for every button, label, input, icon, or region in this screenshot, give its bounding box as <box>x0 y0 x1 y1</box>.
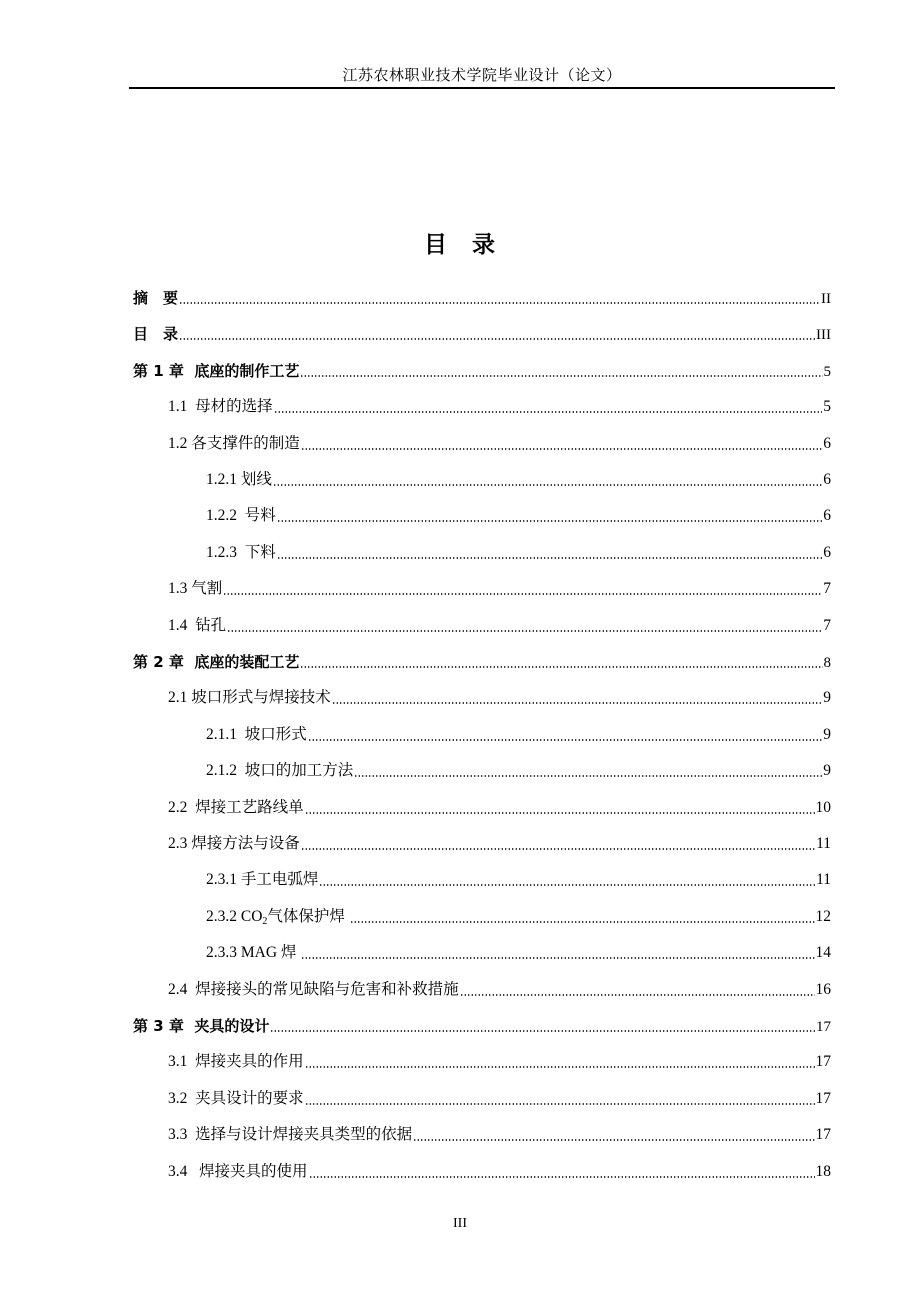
toc-dot-leader <box>179 302 820 304</box>
toc-entry[interactable] <box>206 941 831 965</box>
toc-dot-leader <box>179 338 815 340</box>
toc-dot-leader <box>301 957 814 959</box>
toc-entry-label: 1.4 钻孔 <box>168 616 227 634</box>
toc-entry-label: 1.2.1 划线 <box>206 471 272 488</box>
toc-entry[interactable] <box>206 723 831 747</box>
toc-entry[interactable] <box>206 759 831 783</box>
toc-entry-label <box>206 905 349 934</box>
toc-page-number: 5 <box>823 398 831 416</box>
toc-page-number: 5 <box>823 363 831 380</box>
toc-dot-leader <box>277 557 822 559</box>
toc-page-number: 7 <box>823 580 831 598</box>
toc-entry-label: 1.2.3 下料 <box>206 543 276 561</box>
toc-page-number: 18 <box>815 1162 831 1180</box>
toc-entry-label: 第 1 章 底座的制作工艺 <box>133 361 300 380</box>
toc-page-number: II <box>821 291 831 307</box>
toc-entry-label: 3.4 焊接夹具的使用 <box>168 1162 308 1180</box>
toc-page-number: III <box>816 327 831 344</box>
toc-dot-leader <box>270 1030 815 1032</box>
toc-entry-label: 第 3 章 夹具的设计 <box>133 1017 270 1035</box>
toc-entry-label: 1.3 气割 <box>168 580 223 598</box>
toc-dot-leader <box>350 921 815 923</box>
toc-chapter-entry[interactable] <box>133 359 831 383</box>
toc-dot-leader <box>300 666 822 668</box>
toc-dot-leader <box>274 411 823 413</box>
toc-dot-leader <box>300 375 822 377</box>
page-title: 目 录 <box>424 232 496 258</box>
toc-dot-leader <box>413 1139 814 1141</box>
toc-dot-leader <box>301 848 815 850</box>
toc-entry-label-part: 2.3.2 CO <box>206 907 263 925</box>
toc-entry-label: 2.3.1 手工电弧焊 <box>206 871 319 889</box>
toc-dot-leader <box>305 812 815 814</box>
toc-dot-leader <box>308 739 822 741</box>
toc-dot-leader <box>273 484 822 486</box>
toc-page-number: 7 <box>823 616 831 634</box>
toc-entry[interactable] <box>206 468 831 492</box>
toc-entry-label: 2.4 焊接接头的常见缺陷与危害和补救措施 <box>168 980 459 998</box>
toc-entry-label: 目 录 <box>133 325 179 344</box>
toc-page-number: 6 <box>823 543 831 561</box>
toc-dot-leader <box>277 520 822 522</box>
toc-entry-label: 1.2.2 号料 <box>206 507 276 525</box>
toc-page-number: 9 <box>823 689 831 707</box>
toc-chapter-entry[interactable] <box>133 650 831 674</box>
toc-entry[interactable] <box>168 796 831 820</box>
toc-entry-label-part: 气体保护焊 <box>267 907 349 925</box>
toc-entry-label: 第 2 章 底座的装配工艺 <box>133 653 300 671</box>
toc-page-number: 17 <box>815 1126 831 1144</box>
toc-dot-leader <box>460 994 815 996</box>
toc-page-number: 6 <box>823 471 831 488</box>
toc-page-number: 12 <box>815 907 831 925</box>
toc-entry-label: 2.3 焊接方法与设备 <box>168 835 300 852</box>
toc-entry[interactable] <box>168 1123 831 1147</box>
toc-page-number: 16 <box>815 980 831 998</box>
toc-dot-leader <box>223 593 822 595</box>
toc-page-number: 9 <box>823 725 831 743</box>
toc-entry[interactable] <box>206 905 831 929</box>
toc-entry-label: 3.3 选择与设计焊接夹具类型的依据 <box>168 1126 413 1144</box>
toc-entry-label: 摘 要 <box>133 289 179 307</box>
toc-page-number: 11 <box>816 835 831 852</box>
toc-entry[interactable] <box>206 541 831 565</box>
toc-entry-label: 1.2 各支撑件的制造 <box>168 434 300 452</box>
toc-page-number: 17 <box>815 1053 831 1071</box>
toc-entry-label-subscript: 2 <box>262 915 268 927</box>
running-header: 江苏农林职业技术学院毕业设计（论文） <box>342 68 622 84</box>
header-rule <box>129 87 835 89</box>
toc-entry[interactable] <box>206 504 831 528</box>
toc-chapter-entry[interactable] <box>133 1014 831 1038</box>
toc-entry-label: 3.1 焊接夹具的作用 <box>168 1053 304 1071</box>
toc-entry[interactable] <box>168 395 831 419</box>
toc-entry[interactable] <box>168 1087 831 1111</box>
toc-dot-leader <box>309 1176 815 1178</box>
toc-entry-label: 1.1 母材的选择 <box>168 398 273 416</box>
toc-entry-label: 2.1.1 坡口形式 <box>206 725 307 743</box>
toc-page-number: 8 <box>823 655 831 671</box>
toc-entry[interactable] <box>206 868 831 892</box>
toc-entry[interactable] <box>168 1160 831 1184</box>
toc-dot-leader <box>319 884 815 886</box>
toc-entry-label: 2.3.3 MAG 焊 <box>206 944 301 962</box>
toc-dot-leader <box>305 1103 815 1105</box>
toc-page-number: 10 <box>815 798 831 816</box>
toc-entry[interactable] <box>168 614 831 638</box>
toc-entry-label: 3.2 夹具设计的要求 <box>168 1089 304 1107</box>
toc-dot-leader <box>301 448 822 450</box>
toc-entry[interactable] <box>168 432 831 456</box>
toc-page-number: 17 <box>816 1019 831 1035</box>
toc-page-number: 6 <box>823 434 831 452</box>
toc-dot-leader <box>354 775 822 777</box>
toc-chapter-entry[interactable] <box>133 286 831 310</box>
toc-page-number: 9 <box>823 762 831 780</box>
toc-entry[interactable] <box>168 978 831 1002</box>
toc-page-number: 11 <box>816 871 831 889</box>
toc-dot-leader <box>227 630 822 632</box>
toc-chapter-entry[interactable] <box>133 322 831 346</box>
toc-entry[interactable] <box>168 1050 831 1074</box>
toc-page-number: 6 <box>823 507 831 525</box>
toc-dot-leader <box>332 702 822 704</box>
toc-page-number: 14 <box>815 944 831 962</box>
toc-entry-label: 2.1 坡口形式与焊接技术 <box>168 689 331 707</box>
toc-dot-leader <box>305 1066 815 1068</box>
toc-entry[interactable] <box>168 832 831 856</box>
toc-entry-label: 2.2 焊接工艺路线单 <box>168 798 304 816</box>
toc-entry[interactable] <box>168 577 831 601</box>
toc-page-number: 17 <box>815 1089 831 1107</box>
toc-entry-label: 2.1.2 坡口的加工方法 <box>206 762 354 780</box>
page-number: III <box>453 1216 467 1231</box>
toc-entry[interactable] <box>168 686 831 710</box>
